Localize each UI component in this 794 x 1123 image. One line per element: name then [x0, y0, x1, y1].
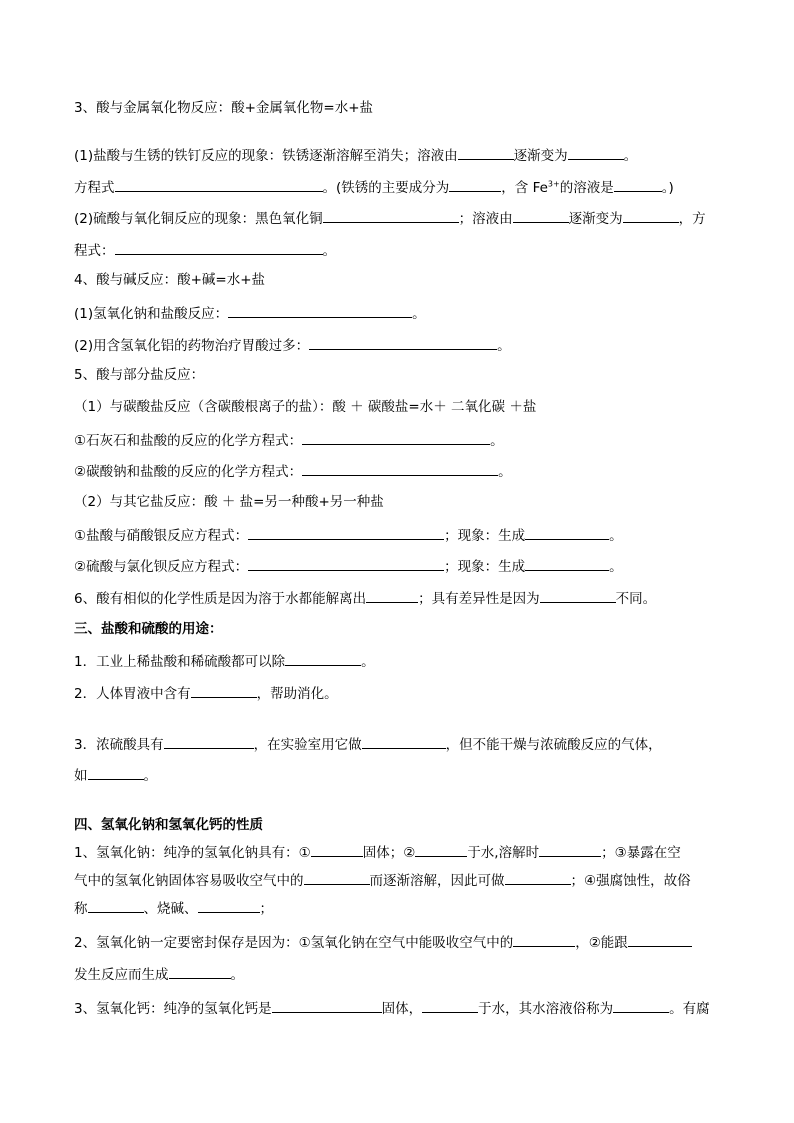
blank[interactable] — [539, 842, 601, 857]
question-6: 6、酸有相似的化学性质是因为溶于水都能解离出 ；具有差异性是因为 不同。 — [74, 588, 656, 608]
section-5-title: 5、酸与部分盐反应： — [74, 367, 205, 383]
blank[interactable] — [540, 588, 616, 603]
blank[interactable] — [228, 303, 412, 318]
blank[interactable] — [285, 651, 361, 666]
section-4-title: 4、酸与碱反应：酸+碱=水+盐 — [74, 272, 266, 288]
blank[interactable] — [191, 683, 257, 698]
blank[interactable] — [323, 208, 459, 223]
use-2: 2．人体胃液中含有 ，帮助消化。 — [74, 683, 338, 703]
blank[interactable] — [415, 842, 467, 857]
use-1: 1．工业上稀盐酸和稀硫酸都可以除 。 — [74, 651, 375, 671]
heading-section-3: 三、盐酸和硫酸的用途： — [74, 621, 223, 637]
question-3-1: (1)盐酸与生锈的铁钉反应的现象：铁锈逐渐溶解至消失；溶液由 逐渐变为 。 — [74, 145, 637, 165]
question-3-1-equation: 方程式 。(铁锈的主要成分为 ，含 $Fe^{3+}$的溶液是 。) — [74, 177, 674, 197]
blank[interactable] — [302, 430, 490, 445]
question-3-2: (2)硫酸与氧化铜反应的现象：黑色氧化铜 ；溶液由 逐渐变为 ，方 — [74, 208, 706, 228]
blank[interactable] — [513, 932, 575, 947]
question-4-2: (2)用含氢氧化铝的药物治疗胃酸过多： 。 — [74, 335, 511, 355]
use-3: 3．浓硫酸具有 ，在实验室用它做 ，但不能干燥与浓硫酸反应的气体， — [74, 734, 662, 754]
blank[interactable] — [164, 734, 254, 749]
section-5-2-title: （2）与其它盐反应：酸 ＋ 盐=另一种酸+另一种盐 — [74, 494, 384, 510]
blank[interactable] — [115, 240, 323, 255]
blank[interactable] — [302, 461, 498, 476]
blank[interactable] — [88, 765, 144, 780]
blank[interactable] — [362, 734, 446, 749]
blank[interactable] — [304, 870, 370, 885]
caoh2-3: 3、氢氧化钙：纯净的氢氧化钙是 固体， 于水，其水溶液俗称为 。有腐 — [74, 998, 710, 1018]
blank[interactable] — [628, 932, 692, 947]
blank[interactable] — [614, 177, 662, 192]
naoh-1-line-3: 称 、烧碱、 ； — [74, 898, 273, 918]
blank[interactable] — [248, 556, 444, 571]
blank[interactable] — [309, 335, 497, 350]
naoh-2-line-2: 发生反应而生成 。 — [74, 964, 244, 984]
blank[interactable] — [248, 525, 444, 540]
naoh-2: 2、氢氧化钠一定要密封保存是因为：①氢氧化钠在空气中能吸收空气中的 ，②能跟 — [74, 932, 692, 952]
question-3-2-equation: 程式： 。 — [74, 240, 336, 260]
heading-section-4: 四、氢氧化钠和氢氧化钙的性质 — [74, 817, 263, 833]
blank[interactable] — [568, 145, 624, 160]
blank[interactable] — [623, 208, 679, 223]
blank[interactable] — [169, 964, 231, 979]
blank[interactable] — [115, 177, 323, 192]
question-5-2-2: ②硫酸与氯化钡反应方程式： ；现象：生成 。 — [74, 556, 623, 576]
blank[interactable] — [525, 525, 609, 540]
blank[interactable] — [613, 998, 669, 1013]
section-5-1-title: （1）与碳酸盐反应（含碳酸根离子的盐）：酸 ＋ 碳酸盐=水＋ 二氧化碳 ＋盐 — [74, 399, 537, 415]
blank[interactable] — [525, 556, 609, 571]
question-5-2-1: ①盐酸与硝酸银反应方程式： ；现象：生成 。 — [74, 525, 623, 545]
blank[interactable] — [513, 208, 569, 223]
question-5-1-1: ①石灰石和盐酸的反应的化学方程式： 。 — [74, 430, 504, 450]
question-5-1-2: ②碳酸钠和盐酸的反应的化学方程式： 。 — [74, 461, 512, 481]
naoh-1: 1、氢氧化钠：纯净的氢氧化钠具有：① 固体；② 于水,溶解时 ；③暴露在空 — [74, 842, 681, 862]
blank[interactable] — [505, 870, 571, 885]
blank[interactable] — [458, 145, 514, 160]
blank[interactable] — [198, 898, 260, 913]
blank[interactable] — [366, 588, 418, 603]
blank[interactable] — [88, 898, 144, 913]
section-3-title: 3、酸与金属氧化物反应：酸+金属氧化物=水+盐 — [74, 100, 374, 116]
blank[interactable] — [311, 842, 363, 857]
naoh-1-line-2: 气中的氢氧化钠固体容易吸收空气中的 而逐渐溶解，因此可做 ；④强腐蚀性，故俗 — [74, 870, 691, 890]
question-4-1: (1)氢氧化钠和盐酸反应： 。 — [74, 303, 426, 323]
use-3-continued: 如 。 — [74, 765, 157, 785]
blank[interactable] — [272, 998, 382, 1013]
blank[interactable] — [449, 177, 501, 192]
blank[interactable] — [422, 998, 478, 1013]
